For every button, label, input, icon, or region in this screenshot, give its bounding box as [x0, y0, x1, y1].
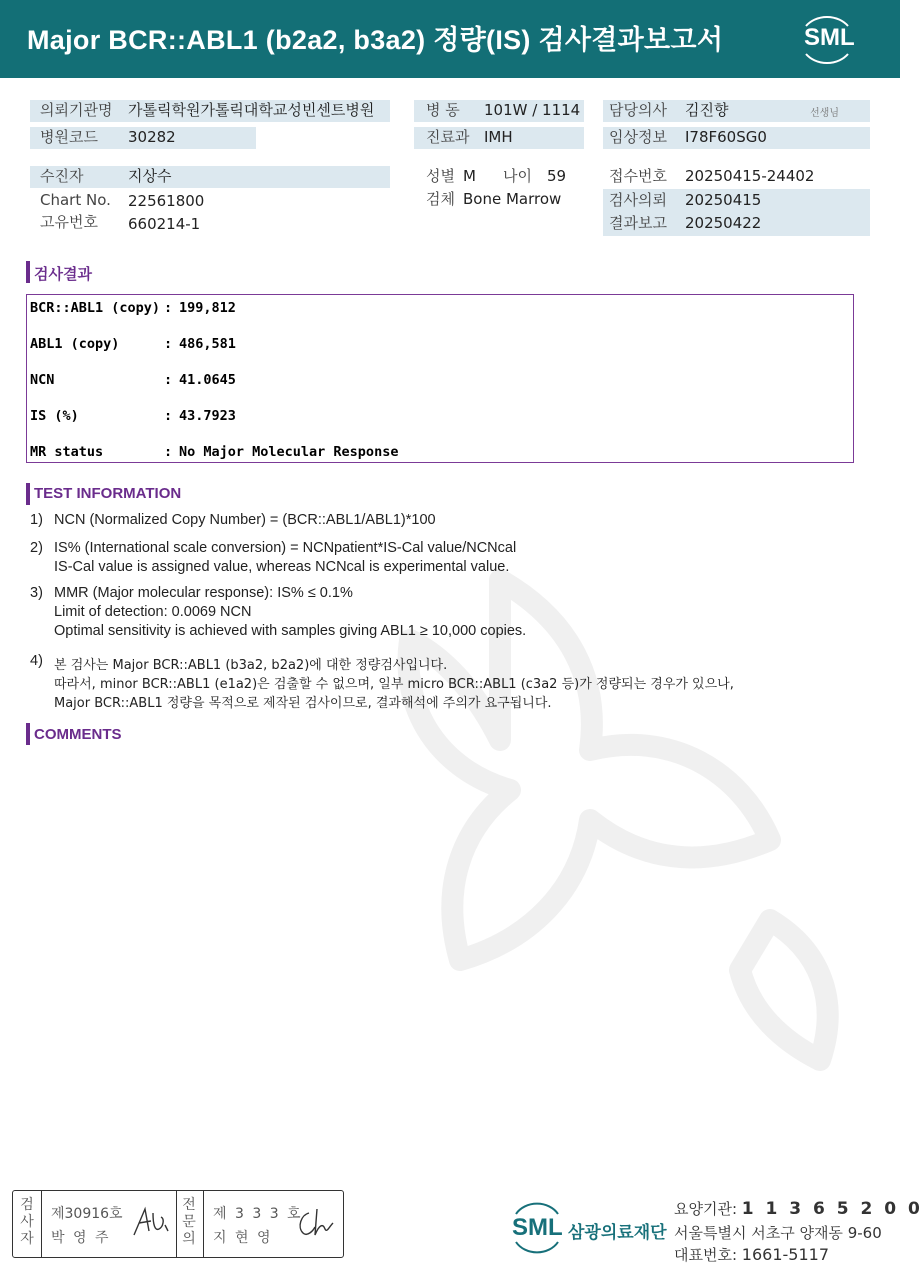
tester-license-no: 제30916호 — [51, 1206, 123, 1222]
footer-phone-row — [674, 1244, 829, 1265]
footer-code-row — [674, 1198, 923, 1219]
comments-section-title: COMMENTS — [34, 726, 122, 743]
test-info-section-title: TEST INFORMATION — [34, 485, 182, 502]
sex-label: 성별 — [426, 167, 455, 185]
result-colon: : — [164, 444, 173, 460]
sign-divider — [176, 1191, 177, 1257]
receipt-label: 접수번호 — [609, 167, 667, 185]
report-date-label: 결과보고 — [609, 214, 667, 232]
info-number: 3) — [30, 585, 43, 601]
info-number: 4) — [30, 653, 43, 669]
result-value: No Major Molecular Response — [179, 444, 399, 460]
tester-name: 박 영 주 — [51, 1230, 111, 1246]
specialist-vertical-label — [181, 1197, 197, 1248]
receipt-value: 20250415-24402 — [685, 167, 815, 185]
results-section-title: 검사결과 — [34, 266, 92, 283]
sign-divider — [203, 1191, 204, 1257]
test-info-section-bar — [26, 483, 30, 505]
result-colon: : — [164, 408, 173, 424]
result-name: NCN — [30, 372, 55, 388]
results-section-bar — [26, 261, 30, 283]
result-name: MR status — [30, 444, 104, 460]
footer-logo-text: SML — [512, 1214, 563, 1241]
specimen-label: 검체 — [426, 190, 455, 208]
result-name: BCR::ABL1 (copy) — [30, 300, 161, 316]
logo-text: SML — [804, 24, 855, 51]
result-box — [26, 294, 854, 463]
result-colon: : — [164, 300, 173, 316]
result-value: 43.7923 — [179, 408, 236, 424]
result-colon: : — [164, 372, 173, 388]
id-value: 660214-1 — [128, 215, 201, 233]
chart-label: Chart No. — [40, 191, 111, 209]
doctor-value: 김진향 — [685, 101, 729, 119]
specimen-value: Bone Marrow — [463, 190, 562, 208]
specialist-signature-icon — [295, 1205, 339, 1241]
department-value: IMH — [484, 128, 513, 146]
ward-label: 병 동 — [426, 101, 460, 119]
info-line: 따라서, minor BCR::ABL1 (e1a2)은 검출할 수 없으며, 일부 micro BCR::ABL1 (c3a2 등)가 정량되는 경우가 있으나, — [54, 677, 734, 692]
info-line: Limit of detection: 0.0069 NCN — [54, 604, 252, 620]
info-number: 1) — [30, 512, 43, 528]
tester-char: 검 — [20, 1197, 34, 1213]
info-line: 본 검사는 Major BCR::ABL1 (b3a2, b2a2)에 대한 정량검사입니다. — [54, 658, 448, 673]
info-line: Major BCR::ABL1 정량을 목적으로 제작된 검사이므로, 결과해석에 주의가 요구됩니다. — [54, 696, 552, 711]
result-value: 41.0645 — [179, 372, 236, 388]
result-colon: : — [164, 336, 173, 352]
report-title: Major BCR::ABL1 (b2a2, b3a2) 정량(IS) 검사결과보고서 — [27, 25, 724, 55]
patient-label: 수진자 — [40, 167, 84, 185]
specialist-char: 문 — [182, 1214, 196, 1230]
institution-label: 의뢰기관명 — [40, 101, 113, 119]
result-value: 486,581 — [179, 336, 236, 352]
patient-value: 지상수 — [128, 167, 172, 185]
info-line: IS% (International scale conversion) = NCNpatient*IS-Cal value/NCNcal — [54, 540, 517, 556]
info-line: MMR (Major molecular response): IS% ≤ 0.1% — [54, 585, 353, 601]
department-label: 진료과 — [426, 128, 470, 146]
request-label: 검사의뢰 — [609, 191, 667, 209]
tester-vertical-label — [19, 1197, 35, 1248]
hospital-code-value: 30282 — [128, 128, 176, 146]
result-name: ABL1 (copy) — [30, 336, 120, 352]
comments-section-bar — [26, 723, 30, 745]
age-label: 나이 — [503, 167, 532, 185]
report-date-value: 20250422 — [685, 214, 762, 232]
specialist-name: 지 현 영 — [213, 1230, 273, 1246]
clinical-value: I78F60SG0 — [685, 128, 767, 146]
info-number: 2) — [30, 540, 43, 556]
result-value: 199,812 — [179, 300, 236, 316]
footer-code-value: 1 1 3 6 5 2 0 0 — [741, 1199, 923, 1219]
sex-value: M — [463, 167, 476, 185]
age-value: 59 — [547, 167, 567, 185]
info-line: NCN (Normalized Copy Number) = (BCR::ABL1/ABL1)*100 — [54, 512, 436, 528]
request-value: 20250415 — [685, 191, 762, 209]
result-name: IS (%) — [30, 408, 79, 424]
footer-phone-value: 1661-5117 — [741, 1245, 830, 1264]
footer-phone-label: 대표번호: — [674, 1246, 738, 1264]
doctor-suffix: 선생님 — [810, 108, 839, 119]
footer-org-name: 삼광의료재단 — [568, 1223, 667, 1243]
info-line: IS-Cal value is assigned value, whereas NCNcal is experimental value. — [54, 559, 510, 575]
doctor-label: 담당의사 — [609, 101, 667, 119]
tester-char: 자 — [20, 1231, 34, 1247]
ward-value: 101W / 1114 — [484, 101, 581, 119]
specialist-char: 전 — [182, 1197, 196, 1213]
tester-signature-icon — [131, 1205, 171, 1241]
chart-value: 22561800 — [128, 192, 205, 210]
sign-divider — [41, 1191, 42, 1257]
info-line: Optimal sensitivity is achieved with samples giving ABL1 ≥ 10,000 copies. — [54, 623, 527, 639]
institution-value: 가톨릭학원가톨릭대학교성빈센트병원 — [128, 101, 375, 119]
hospital-code-label: 병원코드 — [40, 128, 98, 146]
report-header — [0, 0, 900, 78]
specialist-license-no: 제 3 3 3 호 — [213, 1206, 303, 1222]
sml-logo — [796, 12, 858, 66]
footer-address: 서울특별시 서초구 양재동 9-60 — [674, 1224, 882, 1242]
specialist-char: 의 — [182, 1231, 196, 1247]
signature-box — [12, 1190, 344, 1258]
tester-char: 사 — [20, 1214, 34, 1230]
clinical-label: 임상정보 — [609, 128, 667, 146]
patient-row-bg — [30, 166, 390, 188]
footer-code-label: 요양기관: — [674, 1200, 738, 1218]
id-label: 고유번호 — [40, 213, 98, 231]
